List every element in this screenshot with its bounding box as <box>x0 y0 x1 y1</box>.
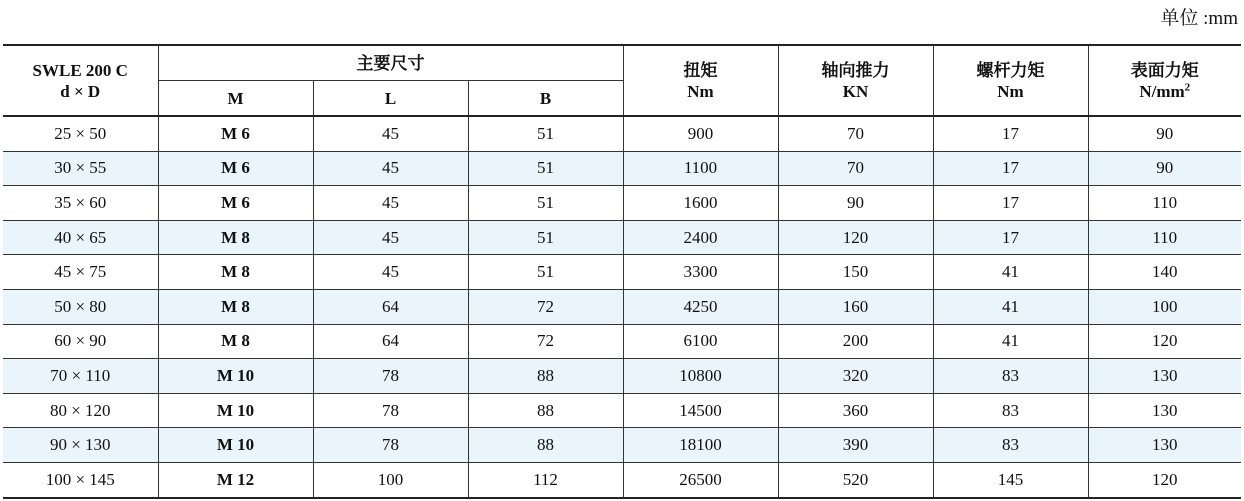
cell-b: 51 <box>468 186 623 221</box>
cell-surface: 110 <box>1088 220 1241 255</box>
header-screw-torque-unit: Nm <box>997 81 1024 101</box>
header-dim-l: L <box>313 81 468 117</box>
unit-label: 单位 :mm <box>1160 8 1238 29</box>
cell-torque: 1600 <box>623 186 778 221</box>
table-row <box>3 359 1241 394</box>
cell-size: 30 × 55 <box>3 151 158 186</box>
cell-b: 88 <box>468 393 623 428</box>
cell-l: 64 <box>313 289 468 324</box>
header-torque <box>623 45 778 116</box>
cell-l: 45 <box>313 116 468 151</box>
cell-screw: 41 <box>933 289 1088 324</box>
cell-size: 80 × 120 <box>3 393 158 428</box>
header-axial-thrust-unit: KN <box>842 81 869 101</box>
cell-l: 78 <box>313 393 468 428</box>
cell-size: 70 × 110 <box>3 359 158 394</box>
cell-m: M 12 <box>158 462 313 497</box>
table-row <box>3 324 1241 359</box>
cell-size: 60 × 90 <box>3 324 158 359</box>
header-screw-torque <box>933 45 1088 116</box>
table-row <box>3 116 1241 151</box>
cell-thrust: 150 <box>778 255 933 290</box>
cell-thrust: 160 <box>778 289 933 324</box>
table-row <box>3 151 1241 186</box>
header-torque-label: 扭矩 <box>683 60 718 80</box>
table-row <box>3 220 1241 255</box>
header-axial-thrust <box>778 45 933 116</box>
cell-m: M 8 <box>158 289 313 324</box>
header-torque-unit: Nm <box>687 81 714 101</box>
table-row <box>3 186 1241 221</box>
cell-l: 45 <box>313 220 468 255</box>
cell-b: 51 <box>468 116 623 151</box>
cell-size: 100 × 145 <box>3 462 158 497</box>
header-dim-b: B <box>468 81 623 117</box>
cell-b: 72 <box>468 324 623 359</box>
cell-m: M 6 <box>158 151 313 186</box>
header-surface-pressure-unit-sup: 2 <box>1184 80 1191 93</box>
cell-surface: 100 <box>1088 289 1241 324</box>
table-row <box>3 428 1241 463</box>
cell-m: M 10 <box>158 359 313 394</box>
cell-m: M 6 <box>158 116 313 151</box>
cell-surface: 130 <box>1088 428 1241 463</box>
cell-m: M 8 <box>158 324 313 359</box>
cell-m: M 6 <box>158 186 313 221</box>
cell-l: 45 <box>313 151 468 186</box>
table-header <box>3 45 1241 116</box>
header-surface-pressure-label: 表面力矩 <box>1130 60 1199 80</box>
cell-screw: 83 <box>933 359 1088 394</box>
cell-surface: 90 <box>1088 151 1241 186</box>
cell-size: 90 × 130 <box>3 428 158 463</box>
cell-l: 100 <box>313 462 468 497</box>
cell-m: M 10 <box>158 428 313 463</box>
header-model-size <box>3 45 158 116</box>
cell-l: 45 <box>313 255 468 290</box>
cell-size: 35 × 60 <box>3 186 158 221</box>
cell-thrust: 120 <box>778 220 933 255</box>
cell-torque: 3300 <box>623 255 778 290</box>
cell-torque: 10800 <box>623 359 778 394</box>
cell-b: 72 <box>468 289 623 324</box>
header-screw-torque-label: 螺杆力矩 <box>976 60 1045 80</box>
cell-screw: 41 <box>933 255 1088 290</box>
cell-thrust: 320 <box>778 359 933 394</box>
cell-size: 45 × 75 <box>3 255 158 290</box>
cell-surface: 120 <box>1088 462 1241 497</box>
cell-thrust: 390 <box>778 428 933 463</box>
cell-l: 45 <box>313 186 468 221</box>
cell-surface: 130 <box>1088 393 1241 428</box>
header-surface-pressure-unit-base: N/mm <box>1139 81 1185 101</box>
cell-screw: 17 <box>933 116 1088 151</box>
cell-surface: 110 <box>1088 186 1241 221</box>
table-body <box>3 116 1241 498</box>
cell-l: 78 <box>313 359 468 394</box>
cell-b: 51 <box>468 220 623 255</box>
cell-surface: 130 <box>1088 359 1241 394</box>
cell-screw: 17 <box>933 151 1088 186</box>
table-row <box>3 289 1241 324</box>
cell-m: M 8 <box>158 220 313 255</box>
cell-screw: 83 <box>933 428 1088 463</box>
header-size-label: d × D <box>60 81 101 101</box>
cell-torque: 4250 <box>623 289 778 324</box>
cell-screw: 83 <box>933 393 1088 428</box>
cell-b: 112 <box>468 462 623 497</box>
cell-screw: 145 <box>933 462 1088 497</box>
cell-torque: 900 <box>623 116 778 151</box>
cell-surface: 120 <box>1088 324 1241 359</box>
cell-surface: 140 <box>1088 255 1241 290</box>
cell-torque: 26500 <box>623 462 778 497</box>
cell-thrust: 200 <box>778 324 933 359</box>
cell-torque: 14500 <box>623 393 778 428</box>
cell-b: 88 <box>468 428 623 463</box>
cell-torque: 6100 <box>623 324 778 359</box>
cell-thrust: 360 <box>778 393 933 428</box>
cell-surface: 90 <box>1088 116 1241 151</box>
header-axial-thrust-label: 轴向推力 <box>821 60 890 80</box>
cell-size: 40 × 65 <box>3 220 158 255</box>
cell-m: M 10 <box>158 393 313 428</box>
cell-thrust: 70 <box>778 151 933 186</box>
table-row <box>3 393 1241 428</box>
table-row <box>3 255 1241 290</box>
cell-torque: 1100 <box>623 151 778 186</box>
cell-b: 88 <box>468 359 623 394</box>
header-model: SWLE 200 C <box>32 60 128 80</box>
table-row <box>3 462 1241 497</box>
cell-l: 78 <box>313 428 468 463</box>
cell-m: M 8 <box>158 255 313 290</box>
header-main-dimensions: 主要尺寸 <box>158 45 623 81</box>
cell-screw: 41 <box>933 324 1088 359</box>
header-surface-pressure <box>1088 45 1241 116</box>
cell-screw: 17 <box>933 186 1088 221</box>
cell-size: 50 × 80 <box>3 289 158 324</box>
cell-torque: 2400 <box>623 220 778 255</box>
header-dim-m: M <box>158 81 313 117</box>
cell-screw: 17 <box>933 220 1088 255</box>
cell-thrust: 90 <box>778 186 933 221</box>
cell-b: 51 <box>468 151 623 186</box>
header-row <box>3 45 1241 81</box>
cell-b: 51 <box>468 255 623 290</box>
cell-thrust: 70 <box>778 116 933 151</box>
cell-torque: 18100 <box>623 428 778 463</box>
cell-l: 64 <box>313 324 468 359</box>
cell-thrust: 520 <box>778 462 933 497</box>
spec-table <box>3 44 1241 499</box>
header-surface-pressure-unit <box>1089 81 1242 102</box>
cell-size: 25 × 50 <box>3 116 158 151</box>
